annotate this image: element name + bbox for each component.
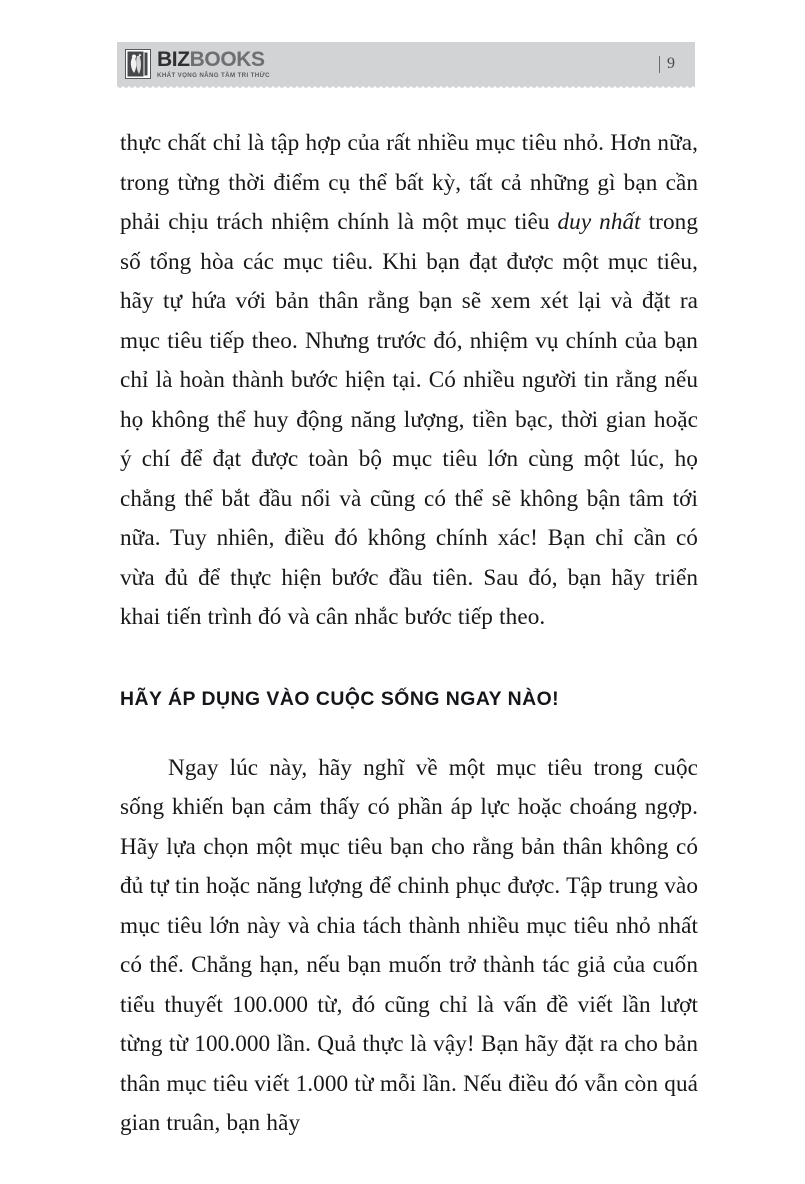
text-column — [120, 124, 698, 1144]
page-number: 9 — [667, 55, 675, 72]
spacer-below-heading — [120, 711, 698, 749]
brand-name-books: BOOKS — [189, 47, 265, 71]
running-header — [117, 42, 695, 86]
publisher-logo — [125, 49, 270, 79]
page-folio — [659, 55, 675, 73]
emphasis-duy-nhat: duy nhất — [557, 209, 641, 235]
paragraph-1-part-2: trong số tổng hòa các mục tiêu. Khi bạn đạt được một mục tiêu, hãy tự hứa với bản thân rằng bạn sẽ xem xét lại và đặt ra mục tiêu tiếp theo. Nhưng trước đó, nhiệm vụ chính của bạn chỉ là hoàn thành bước hiện tại. Có nhiều người tin rằng nếu họ không thể huy động năng lượng, tiền bạc, thời gian hoặc ý chí để đạt được toàn bộ mục tiêu lớn cùng một lúc, họ chẳng thể bắt đầu nổi và cũng có thể sẽ không bận tâm tới nữa. Tuy nhiên, điều đó không chính xác! Bạn chỉ cần có vừa đủ để thực hiện bước đầu tiên. Sau đó, bạn hãy triển khai tiến trình đó và cân nhắc bước tiếp theo. — [120, 209, 698, 630]
brand-name-biz: BIZ — [157, 47, 190, 71]
brand-name — [157, 49, 270, 70]
paragraph-continued — [120, 124, 698, 638]
brand-wordmark — [157, 49, 270, 79]
spacer-above-heading — [120, 638, 698, 688]
folio-divider — [659, 56, 660, 73]
paragraph-exercise: Ngay lúc này, hãy nghĩ về một mục tiêu trong cuộc sống khiến bạn cảm thấy có phần áp lực hoặc choáng ngợp. Hãy lựa chọn một mục tiêu bạn cho rằng bản thân không có đủ tự tin hoặc năng lượng để chinh phục được. Tập trung vào mục tiêu lớn này và chia tách thành nhiều mục tiêu nhỏ nhất có thể. Chẳng hạn, nếu bạn muốn trở thành tác giả của cuốn tiểu thuyết 100.000 từ, đó cũng chỉ là vấn đề viết lần lượt từng từ 100.000 lần. Quả thực là vậy! Bạn hãy đặt ra cho bản thân mục tiêu viết 1.000 từ mỗi lần. Nếu điều đó vẫn còn quá gian truân, bạn hãy — [120, 754, 698, 1136]
book-emblem-icon — [125, 49, 151, 79]
paragraph-1-part-1: thực chất chỉ là tập hợp của rất nhiều mục tiêu nhỏ. Hơn nữa, trong từng thời điểm cụ thể bất kỳ, tất cả những gì bạn cần phải chịu trách nhiệm chính là một mục tiêu — [120, 130, 698, 235]
section-heading: HÃY ÁP DỤNG VÀO CUỘC SỐNG NGAY NÀO! — [120, 687, 560, 710]
brand-tagline: KHÁT VỌNG NÂNG TẦM TRI THỨC — [157, 71, 270, 79]
